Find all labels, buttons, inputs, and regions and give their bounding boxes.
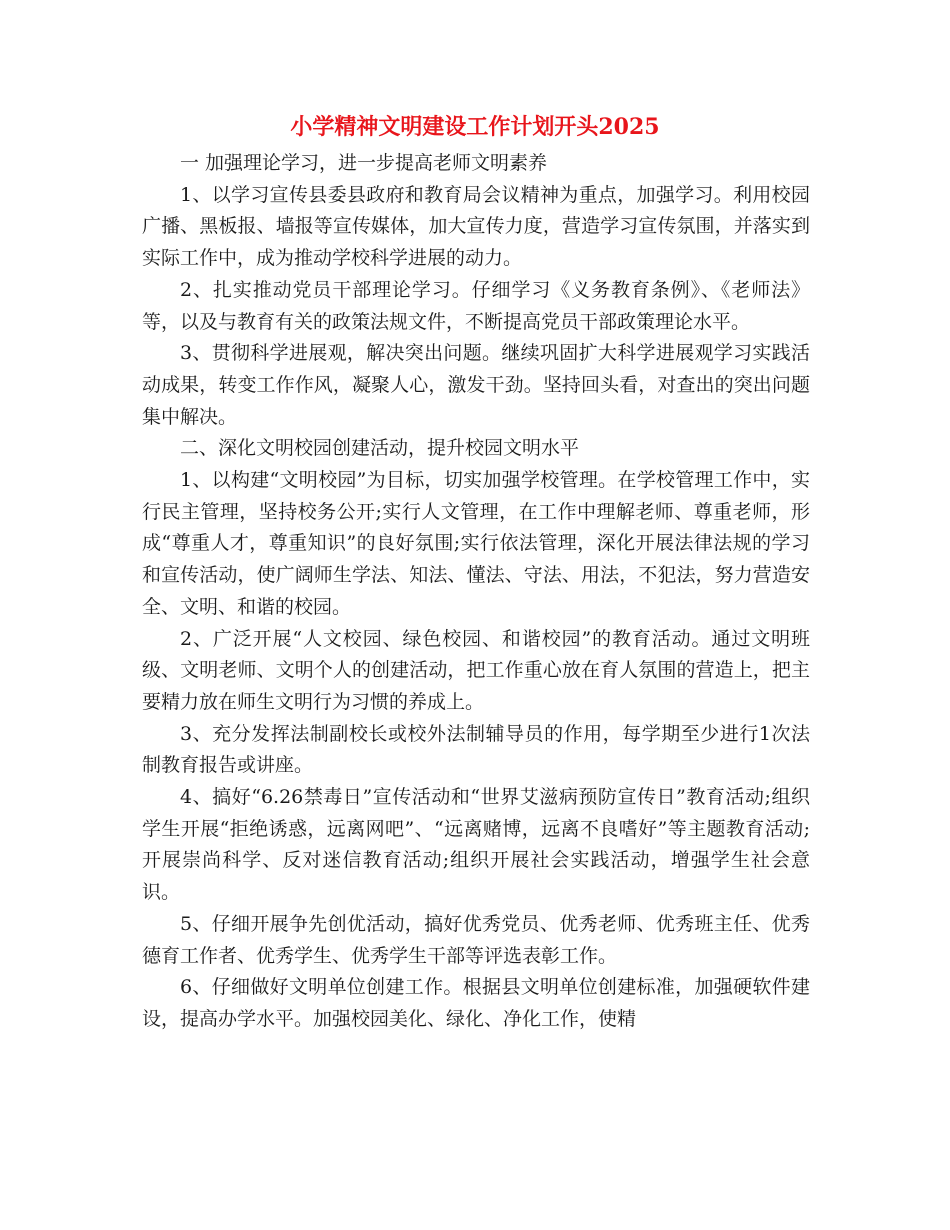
paragraph: 1、以构建“文明校园”为目标，切实加强学校管理。在学校管理工作中，实行民主管理，坚持校务公开;实行人文管理，在工作中理解老师、尊重老师，形成“尊重人才，尊重知识”的良好氛围;实行依法管理，深化开展法律法规的学习和宣传活动，使广阔师生学法、知法、懂法、守法、用法，不犯法，努力营造安全、文明、和谐的校园。 — [142, 469, 810, 618]
paragraph: 3、充分发挥法制副校长或校外法制辅导员的作用，每学期至少进行1次法制教育报告或讲座。 — [142, 722, 810, 777]
paragraph: 2、广泛开展“人文校园、绿色校园、和谐校园”的教育活动。通过文明班级、文明老师、文明个人的创建活动，把工作重心放在育人氛围的营造上，把主要精力放在师生文明行为习惯的养成上。 — [142, 627, 810, 713]
paragraph: 1、以学习宣传县委县政府和教育局会议精神为重点，加强学习。利用校园广播、黑板报、墙报等宣传媒体，加大宣传力度，营造学习宣传氛围，并落实到实际工作中，成为推动学校科学进展的动力。 — [142, 183, 810, 270]
paragraph: 5、仔细开展争先创优活动，搞好优秀党员、优秀老师、优秀班主任、优秀德育工作者、优秀学生、优秀学生干部等评选表彰工作。 — [142, 912, 810, 967]
section-heading-2: 二、深化文明校园创建活动，提升校园文明水平 — [180, 437, 580, 460]
paragraph: 2、扎实推动党员干部理论学习。仔细学习《义务教育条例》、《老师法》等，以及与教育有关的政策法规文件，不断提高党员干部政策理论水平。 — [142, 278, 810, 333]
section-heading-1: 一 加强理论学习，进一步提高老师文明素养 — [180, 152, 548, 174]
document-body — [142, 148, 810, 1036]
document-title: 小学精神文明建设工作计划开头2025 — [290, 114, 660, 140]
paragraph: 3、贯彻科学进展观，解决突出问题。继续巩固扩大科学进展观学习实践活动成果，转变工作作风，凝聚人心，激发干劲。坚持回头看，对查出的突出问题集中解决。 — [142, 342, 810, 428]
paragraph: 6、仔细做好文明单位创建工作。根据县文明单位创建标准，加强硬软件建设，提高办学水平。加强校园美化、绿化、净化工作，使精 — [142, 976, 810, 1030]
paragraph: 4、搞好“6.26禁毒日”宣传活动和“世界艾滋病预防宣传日”教育活动;组织学生开展“拒绝诱惑，远离网吧”、“远离赌博，远离不良嗜好”等主题教育活动;开展崇尚科学、反对迷信教育活动;组织开展社会实践活动，增强学生社会意识。 — [142, 786, 810, 904]
